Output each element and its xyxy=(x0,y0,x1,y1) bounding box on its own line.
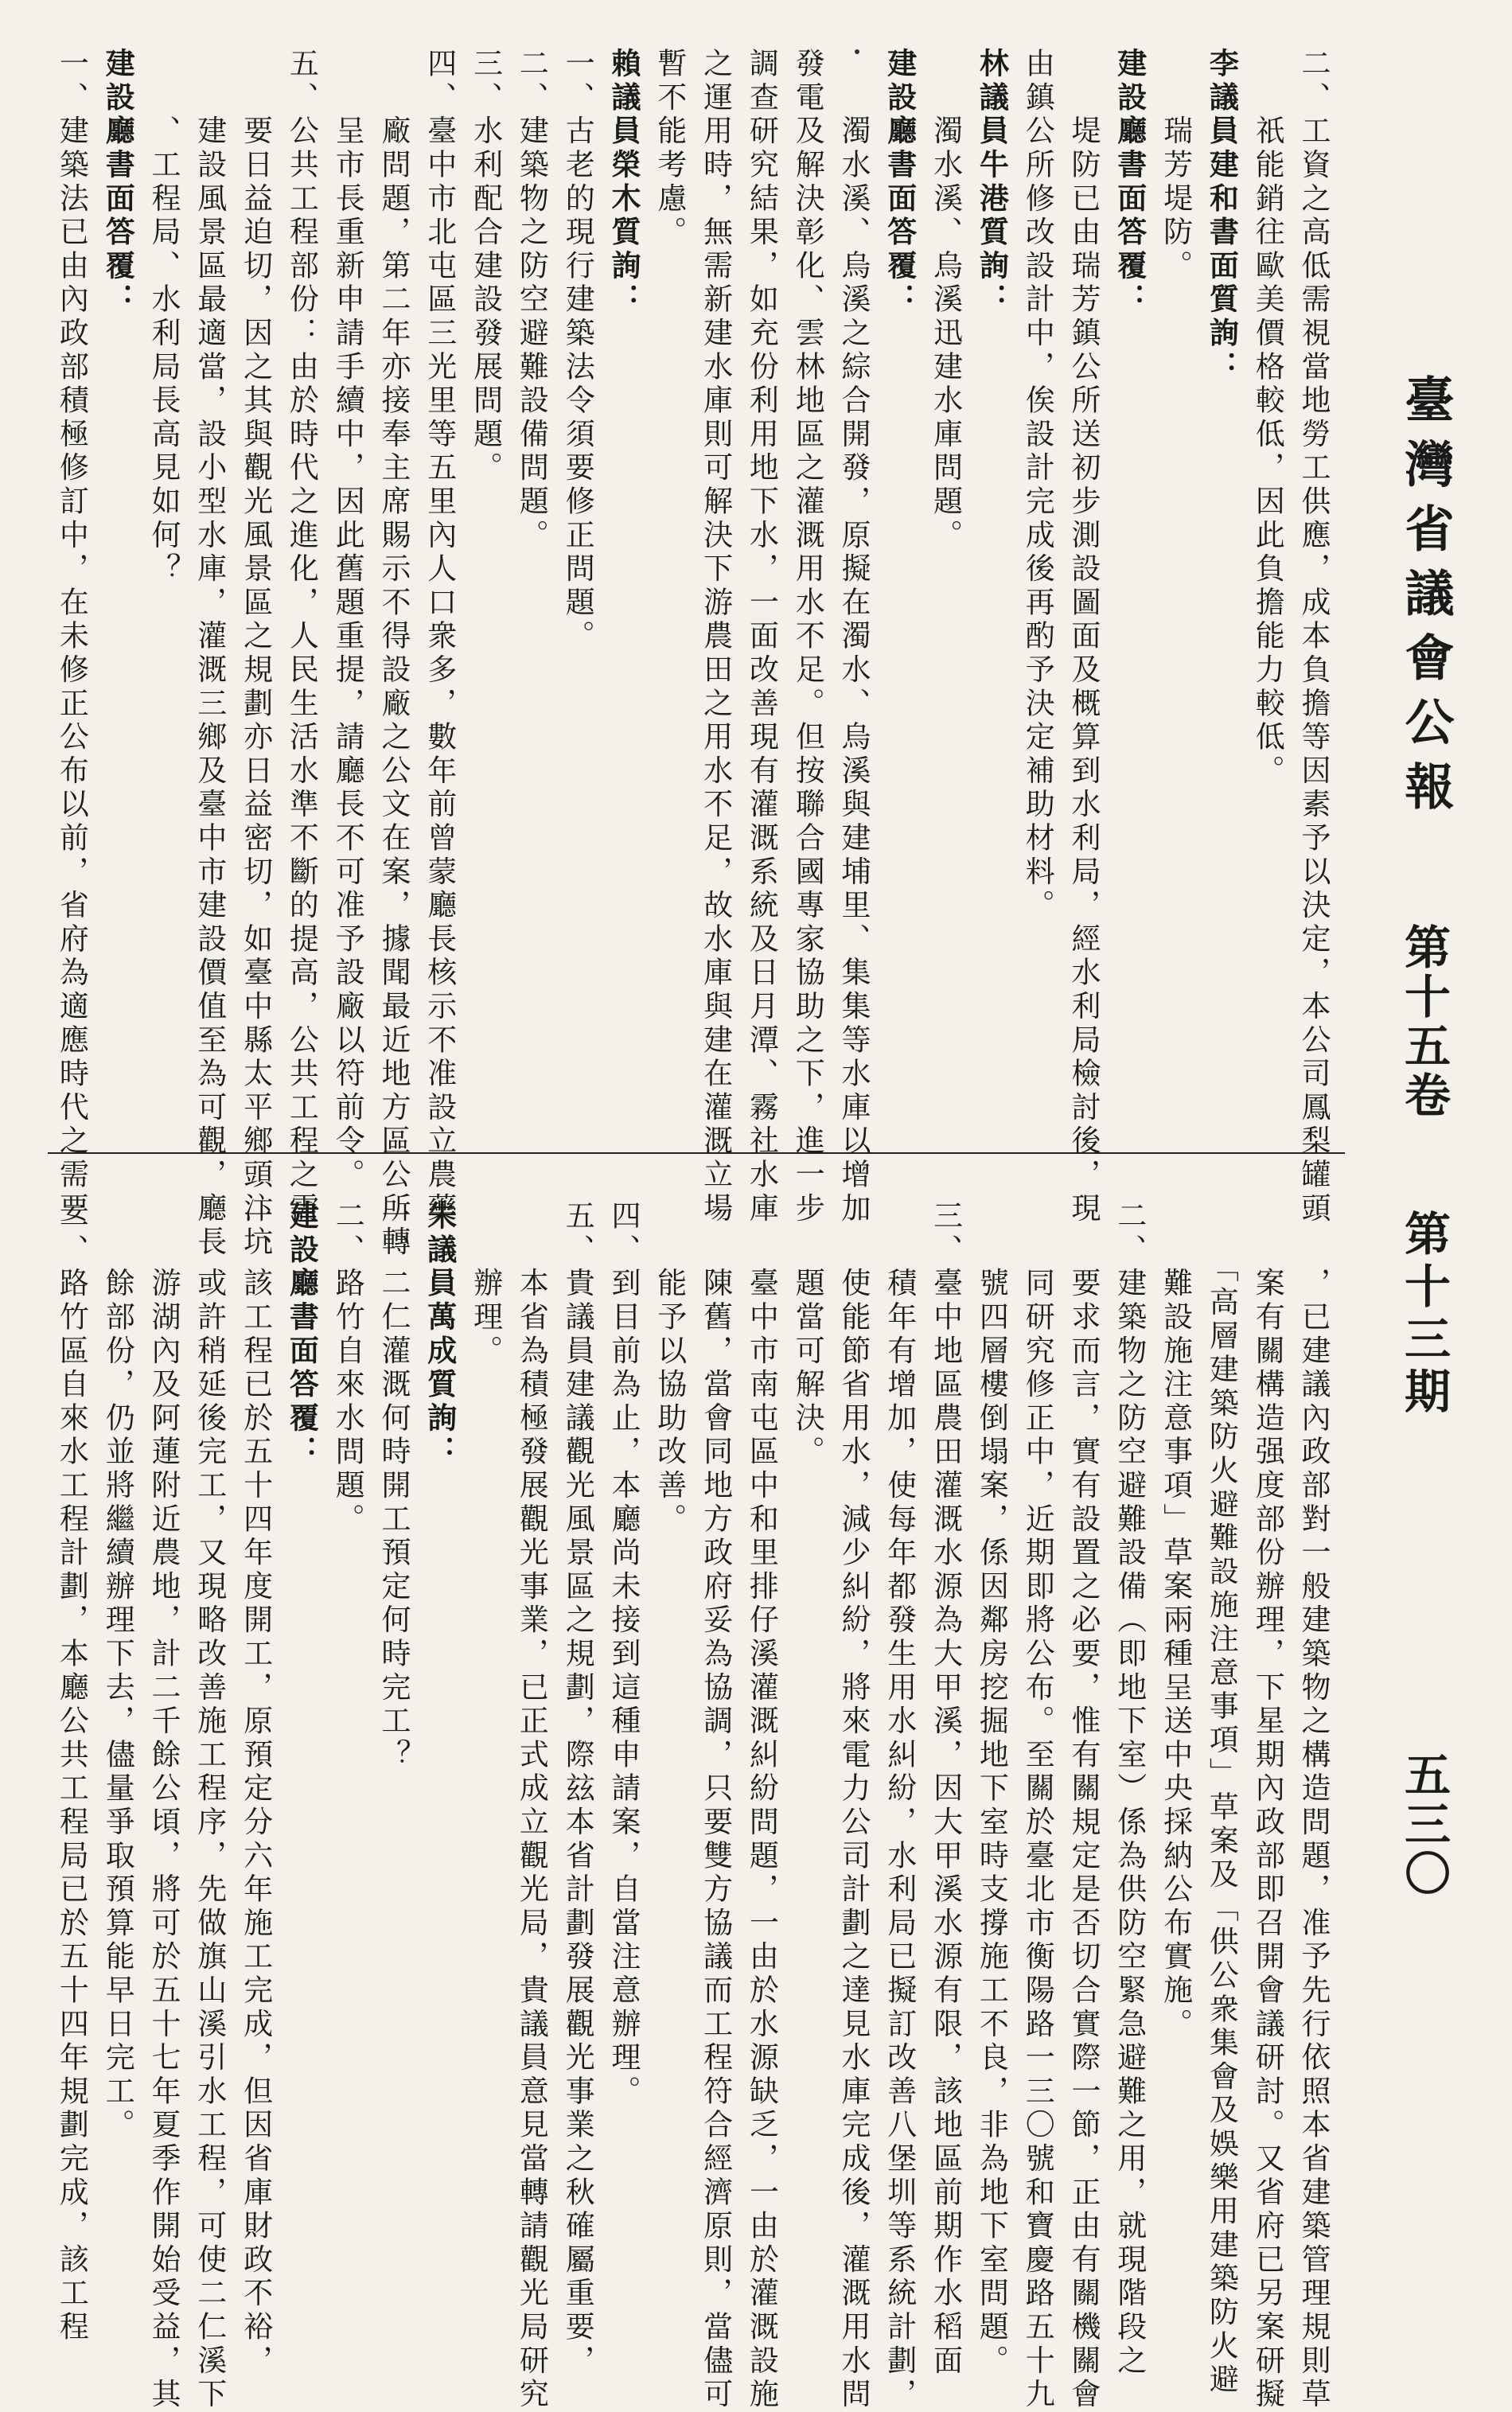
text-column: ，已建議內政部對一般建築物之構造問題，准予先行依照本省建築管理規則草 xyxy=(1296,1200,1331,2412)
text-column: 一、二仁灌溉何時開工預定何時完工？ xyxy=(376,1200,411,1773)
text-column: 建設風景區最適當，設小型水庫，灌溉三鄉及臺中市建設價值至為可觀，廳長 xyxy=(192,48,227,1260)
text-column: 、工程局、水利局長高見如何？ xyxy=(146,48,181,586)
text-column: 或許稍延後完工，又現略改善施工程序，先做旗山溪引水工程，可使二仁溪下 xyxy=(192,1200,227,2412)
section-heading: 建設廳書面答覆： xyxy=(1112,48,1148,318)
section-heading: 建設廳書面答覆： xyxy=(100,48,136,318)
section-heading: 賴議員榮木質詢： xyxy=(606,48,641,318)
text-column: 一、該工程已於五十四年度開工，原預定分六年施工完成，但因省庫財政不裕， xyxy=(238,1200,273,2379)
text-column: 本省為積極發展觀光事業，已正式成立觀光局，貴議員意見當轉請觀光局研究 xyxy=(514,1200,549,2412)
text-column: 三、水利配合建設發展問題。 xyxy=(468,48,503,485)
text-column: 三、臺中地區農田灌溉水源為大甲溪，因大甲溪水源有限，該地區前期作水稻面 xyxy=(928,1200,963,2379)
text-column: 陳舊，當會同地方政府妥為協調，只要雙方協議而工程符合經濟原則，當儘可 xyxy=(698,1200,733,2412)
section-heading: 建設廳書面答覆： xyxy=(882,48,918,318)
text-column: 餘部份，仍並將繼續辦理下去，儘量爭取預算能早日完工。 xyxy=(100,1200,135,2143)
text-column: 案有關構造强度部份辦理，下星期內政部即召開會議研討。又省府已另案研擬 xyxy=(1250,1200,1285,2412)
text-column: 積年有增加，使每年都發生用水糾紛，水利局已擬訂改善八堡圳等系統計劃， xyxy=(882,1200,917,2412)
text-column: 一、古老的現行建築法令須要修正問題。 xyxy=(560,48,595,654)
text-column: 調查研究結果，如充份利用地下水，一面改善現有灌溉系統及日月潭、霧社水庫 xyxy=(744,48,779,1226)
text-column: 「高層建築防火避難設施注意事項」草案及「供公衆集會及娛樂用建築防火避 xyxy=(1204,1200,1239,2398)
text-column: 號四層樓倒塌案，係因鄰房挖掘地下室時支撐施工不良，非為地下室問題。 xyxy=(974,1200,1009,2379)
text-column: 要求而言，實有設置之必要，惟有關規定是否切合實際一節，正由有關機關會 xyxy=(1066,1200,1101,2412)
text-column: 發電及解決彰化、雲林地區之灌溉用水不足。但按聯合國專家協助之下，進一步 xyxy=(790,48,825,1226)
page-number: 五三〇 xyxy=(1397,1751,1451,1899)
section-heading: 林議員牛港質詢： xyxy=(974,48,1010,318)
text-column: 濁水溪、烏溪迅建水庫問題。 xyxy=(928,48,963,553)
text-column: 五、公共工程部份：由於時代之進化，人民生活水準不斷的提高，公共工程之需 xyxy=(284,48,319,1226)
text-column: 暫不能考慮。 xyxy=(652,48,687,250)
text-column: 四、臺中市北屯區三光里等五里內人口衆多，數年前曾蒙廳長核示不准設立農藥 xyxy=(422,48,457,1226)
section-heading: 李議員建和書面質詢： xyxy=(1204,48,1240,384)
text-column: 使能節省用水，減少糾紛，將來電力公司計劃之達見水庫完成後，灌溉用水問 xyxy=(836,1200,871,2412)
text-column: 難設施注意事項」草案兩種呈送中央採納公布實施。 xyxy=(1158,1200,1193,2042)
text-column: 之運用時，無需新建水庫則可解決下游農田之用水不足，故水庫與建在灌溉立場 xyxy=(698,48,733,1226)
text-column: 二、建築物之防空避難設備（即地下室）係為供防空緊急避難之用，就現階段之 xyxy=(1112,1200,1147,2379)
text-column: 廠問題，第二年亦接奉主席賜示不得設廠之公文在案，據聞最近地方區公所轉 xyxy=(376,48,411,1260)
gazette-title: 臺灣省議會公報 xyxy=(1397,374,1455,825)
text-column: 辦理。 xyxy=(468,1200,503,1369)
section-heading: 朱議員萬成質詢： xyxy=(422,1200,458,1470)
text-column: 要日益迫切，因之其與觀光風景區之規劃亦日益密切，如臺中縣太平鄉頭汴坑 xyxy=(238,48,273,1260)
text-column: 一、建築法已由內政部積極修訂中，在未修正公布以前，省府為適應時代之需要 xyxy=(54,48,89,1226)
text-column: 同研究修正中，近期即將公布。至關於臺北市衡陽路一三〇號和寶慶路五十九 xyxy=(1020,1200,1055,2412)
text-column: 臺中市南屯區中和里排仔溪灌溉糾紛問題，一由於水源缺乏，一由於灌溉設施 xyxy=(744,1200,779,2412)
text-column: 由鎮公所修改設計中，俟設計完成後再酌予決定補助材料。 xyxy=(1020,48,1055,923)
volume-number: 第十五卷 xyxy=(1397,923,1451,1120)
text-column: 祇能銷往歐美價格較低，因此負擔能力較低。 xyxy=(1250,48,1285,789)
text-column: 游湖內及阿蓮附近農地，計二千餘公頃，將可於五十七年夏季作開始受益，其 xyxy=(146,1200,181,2412)
text-column: 二、建築物之防空避難設備問題。 xyxy=(514,48,549,553)
text-column: 二、工資之高低需視當地勞工供應，成本負擔等因素予以決定，本公司鳳梨罐頭 xyxy=(1296,48,1331,1226)
text-column: 四、到目前為止，本廳尚未接到這種申請案，自當注意辦理。 xyxy=(606,1200,641,2110)
text-column: 二、路竹區自來水工程計劃，本廳公共工程局已於五十四年規劃完成，該工程 xyxy=(54,1200,89,2345)
text-column: 題當可解決。 xyxy=(790,1200,825,1470)
text-column: 呈市長重新申請手續中，因此舊題重提，請廳長不可准予設廠以符前令。 xyxy=(330,48,365,1193)
text-column: 五、貴議員建議觀光風景區之規劃，際玆本省計劃發展觀光事業之秋確屬重要， xyxy=(560,1200,595,2379)
issue-number: 第十三期 xyxy=(1397,1210,1451,1420)
text-column: 堤防已由瑞芳鎮公所送初步測設圖面及概算到水利局，經水利局檢討後，現 xyxy=(1066,48,1101,1226)
text-column: 瑞芳堤防。 xyxy=(1158,48,1193,284)
section-heading: 建設廳書面答覆： xyxy=(284,1200,320,1470)
text-column: 二、路竹自來水問題。 xyxy=(330,1200,365,1537)
text-column: 能予以協助改善。 xyxy=(652,1200,687,1537)
text-column: 濁水溪、烏溪之綜合開發，原擬在濁水、烏溪與建埔里、集集等水庫以增加 xyxy=(836,48,871,1226)
